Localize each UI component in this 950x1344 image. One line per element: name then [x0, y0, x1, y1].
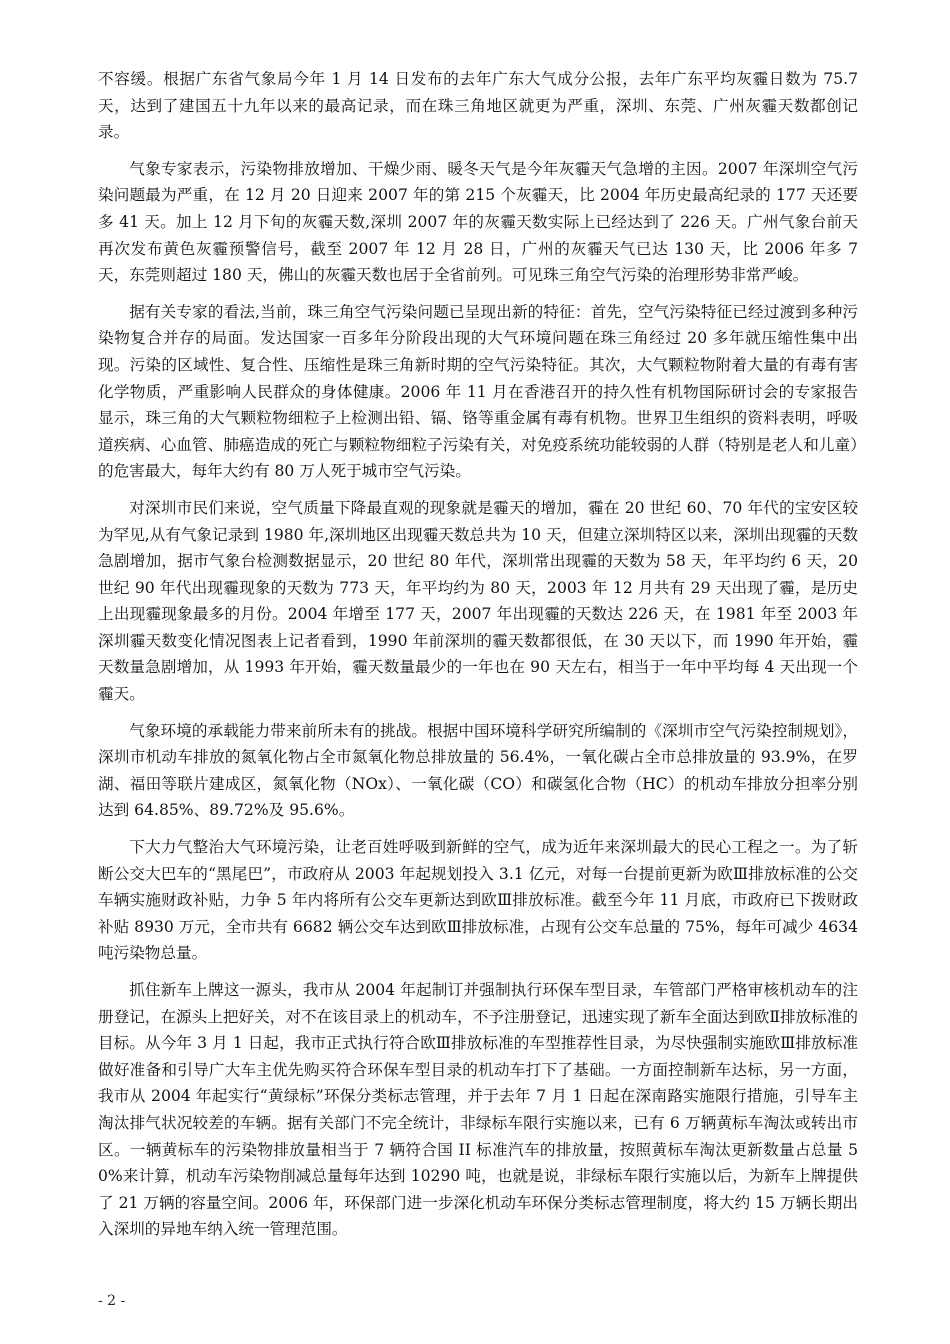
paragraph-4: 对深圳市民们来说，空气质量下降最直观的现象就是霾天的增加，霾在 20 世纪 60、70 年代的宝安区较为罕见,从有气象记录到 1980 年,深圳地区出现霾天数总共为 10 天，但建立深圳特区以来，深圳出现霾的天数急剧增加，据市气象台检测数据显示，20 世纪 80 年代，深圳常出现霾的天数为 58 天，年平均约 6 天，20 世纪 90 年代出现霾现象的天数为 773 天，年平均约为 80 天，2003 年 12 月共有 29 天出现了霾，是历史上出现霾现象最多的月份。2004 年增至 177 天，2007 年出现霾的天数达 226 天，在 1981 年至 2003 年深圳霾天数变化情况图表上记者看到，1990 年前深圳的霾天数都很低，在 30 天以下，而 1990 年开始，霾天数量急剧增加，从 1993 年开始，霾天数量最少的一年也在 90 天左右，相当于一年中平均每 4 天出现一个霾天。 — [98, 498, 858, 704]
paragraph-7: 抓住新车上牌这一源头，我市从 2004 年起制订并强制执行环保车型目录，车管部门严格审核机动车的注册登记，在源头上把好关，对不在该目录上的机动车，不予注册登记，迅速实现了新车全面达到欧Ⅱ排放标准的目标。从今年 3 月 1 日起，我市正式执行符合欧Ⅲ排放标准的车型推荐性目录，为尽快强制实施欧Ⅲ排放标准做好准备和引导广大车主优先购买符合环保车型目录的机动车打下了基础。一方面控制新车达标，另一方面，我市从 2004 年起实行“黄绿标”环保分类标志管理，并于去年 7 月 1 日起在深南路实施限行措施，引导车主淘汰排气状况较差的车辆。据有关部门不完全统计，非绿标车限行实施以来，已有 6 万辆黄标车淘汰或转出市区。一辆黄标车的污染物排放量相当于 7 辆符合国 II 标准汽车的排放量，按照黄标车淘汰更新数量占总量 50%来计算，机动车污染物削减总量每年达到 10290 吨，也就是说，非绿标车限行实施以后，为新车上牌提供了 21 万辆的容量空间。2006 年，环保部门进一步深化机动车环保分类标志管理制度，将大约 15 万辆长期出入深圳的异地车纳入统一管理范围。 — [98, 981, 858, 1239]
paragraph-2: 气象专家表示，污染物排放增加、干燥少雨、暖冬天气是今年灰霾天气急增的主因。2007 年深圳空气污染问题最为严重，在 12 月 20 日迎来 2007 年的第 215 个灰霾天，比 2004 年历史最高纪录的 177 天还要多 41 天。加上 12 月下旬的灰霾天数,深圳 2007 年的灰霾天数实际上已经达到了 226 天。广州气象台前天再次发布黄色灰霾预警信号，截至 2007 年 12 月 28 日，广州的灰霾天气已达 130 天，比 2006 年多 7 天，东莞则超过 180 天，佛山的灰霾天数也居于全省前列。可见珠三角空气污染的治理形势非常严峻。 — [98, 159, 858, 285]
page-number: - 2 - — [98, 1293, 126, 1309]
paragraph-6: 下大力气整治大气环境污染，让老百姓呼吸到新鲜的空气，成为近年来深圳最大的民心工程之一。为了斩断公交大巴车的“黑尾巴”，市政府从 2003 年起规划投入 3.1 亿元，对每一台提前更新为欧Ⅲ排放标准的公交车辆实施财政补贴，力争 5 年内将所有公交车更新达到欧Ⅲ排放标准。截至今年 11 月底，市政府已下拨财政补贴 8930 万元，全市共有 6682 辆公交车达到欧Ⅲ排放标准，占现有公交车总量的 75%，每年可减少 4634 吨污染物总量。 — [98, 838, 858, 963]
paragraph-5: 气象环境的承载能力带来前所未有的挑战。根据中国环境科学研究所编制的《深圳市空气污染控制规划》，深圳市机动车排放的氮氧化物占全市氮氧化物总排放量的 56.4%，一氧化碳占全市总排放量的 93.9%，在罗湖、福田等联片建成区，氮氧化物（NOx）、一氧化碳（CO）和碳氢化合物（HC）的机动车排放分担率分别达到 64.85%、89.72%及 95.6%。 — [98, 721, 858, 820]
paragraph-3: 据有关专家的看法,当前，珠三角空气污染问题已呈现出新的特征：首先，空气污染特征已经过渡到多种污染物复合并存的局面。发达国家一百多年分阶段出现的大气环境问题在珠三角经过 20 多年就压缩性集中出现。污染的区域性、复合性、压缩性是珠三角新时期的空气污染特征。其次，大气颗粒物附着大量的有毒有害化学物质，严重影响人民群众的身体健康。2006 年 11 月在香港召开的持久性有机物国际研讨会的专家报告显示，珠三角的大气颗粒物细粒子上检测出铅、镉、铬等重金属有毒有机物。世界卫生组织的资料表明，呼吸道疾病、心血管、肺癌造成的死亡与颗粒物细粒子污染有关，对免疫系统功能较弱的人群（特别是老人和儿童）的危害最大，每年大约有 80 万人死于城市空气污染。 — [98, 302, 858, 481]
paragraph-1: 不容缓。根据广东省气象局今年 1 月 14 日发布的去年广东大气成分公报，去年广东平均灰霾日数为 75.7 天，达到了建国五十九年以来的最高记录，而在珠三角地区就更为严重，深圳、东莞、广州灰霾天数都创记录。 — [98, 70, 858, 142]
document-body — [98, 66, 858, 1253]
